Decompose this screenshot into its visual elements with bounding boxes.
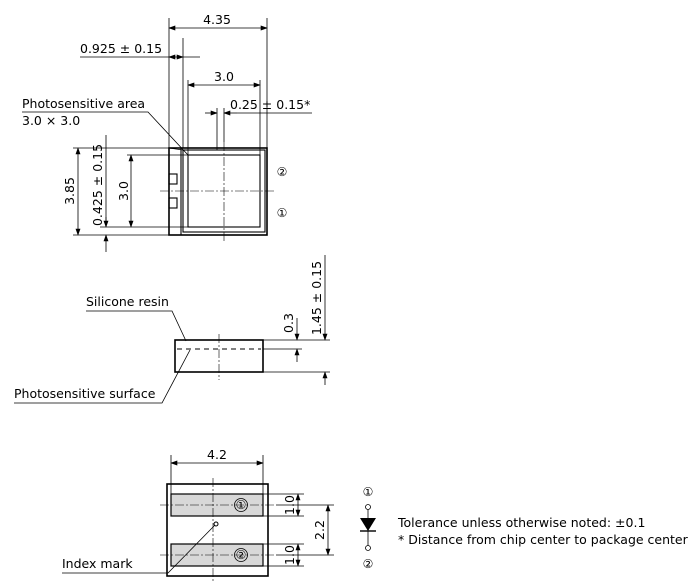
dim-top-height: 3.85: [62, 177, 77, 205]
label-photosensitive-surface: Photosensitive surface: [14, 386, 156, 401]
label-photosensitive-area-size: 3.0 × 3.0: [22, 113, 81, 128]
bottom-pad-1-number: ①: [235, 498, 247, 512]
schematic-pin-1: ①: [362, 485, 374, 499]
bottom-pad-2-number: ②: [235, 548, 247, 562]
top-view-pin-1: ①: [276, 206, 288, 220]
label-silicone-resin: Silicone resin: [86, 294, 169, 309]
dim-area-width: 3.0: [214, 69, 234, 84]
dim-pad-pitch: 2.2: [312, 520, 327, 540]
top-view-package-outline: [169, 148, 267, 235]
dim-top-width: 4.35: [203, 12, 231, 27]
dim-offset-left: 0.925 ± 0.15: [80, 41, 163, 56]
dim-pad-2-height: 1.0: [282, 545, 297, 565]
dim-offset-right: 0.25 ± 0.15*: [230, 97, 311, 112]
dim-resin-thickness: 0.3: [281, 313, 296, 333]
top-view: [22, 12, 312, 252]
schematic-pin-2: ②: [362, 557, 374, 571]
note-tolerance: Tolerance unless otherwise noted: ±0.1: [398, 515, 646, 530]
diode-schematic: [360, 485, 376, 571]
dim-pad-1-height: 1.0: [282, 495, 297, 515]
bottom-view: [62, 447, 334, 582]
dim-offset-bottom: 0.425 ± 0.15: [90, 143, 105, 227]
top-view-pin-2: ②: [276, 165, 288, 179]
dim-bottom-width: 4.2: [207, 447, 227, 462]
label-photosensitive-area: Photosensitive area: [22, 96, 146, 111]
dim-side-height: 1.45 ± 0.15: [309, 260, 324, 336]
dim-area-height: 3.0: [116, 181, 131, 201]
note-distance: * Distance from chip center to package center: [398, 532, 688, 547]
side-view: [14, 255, 330, 403]
photodiode-symbol: [360, 518, 376, 531]
label-index-mark: Index mark: [62, 556, 133, 571]
